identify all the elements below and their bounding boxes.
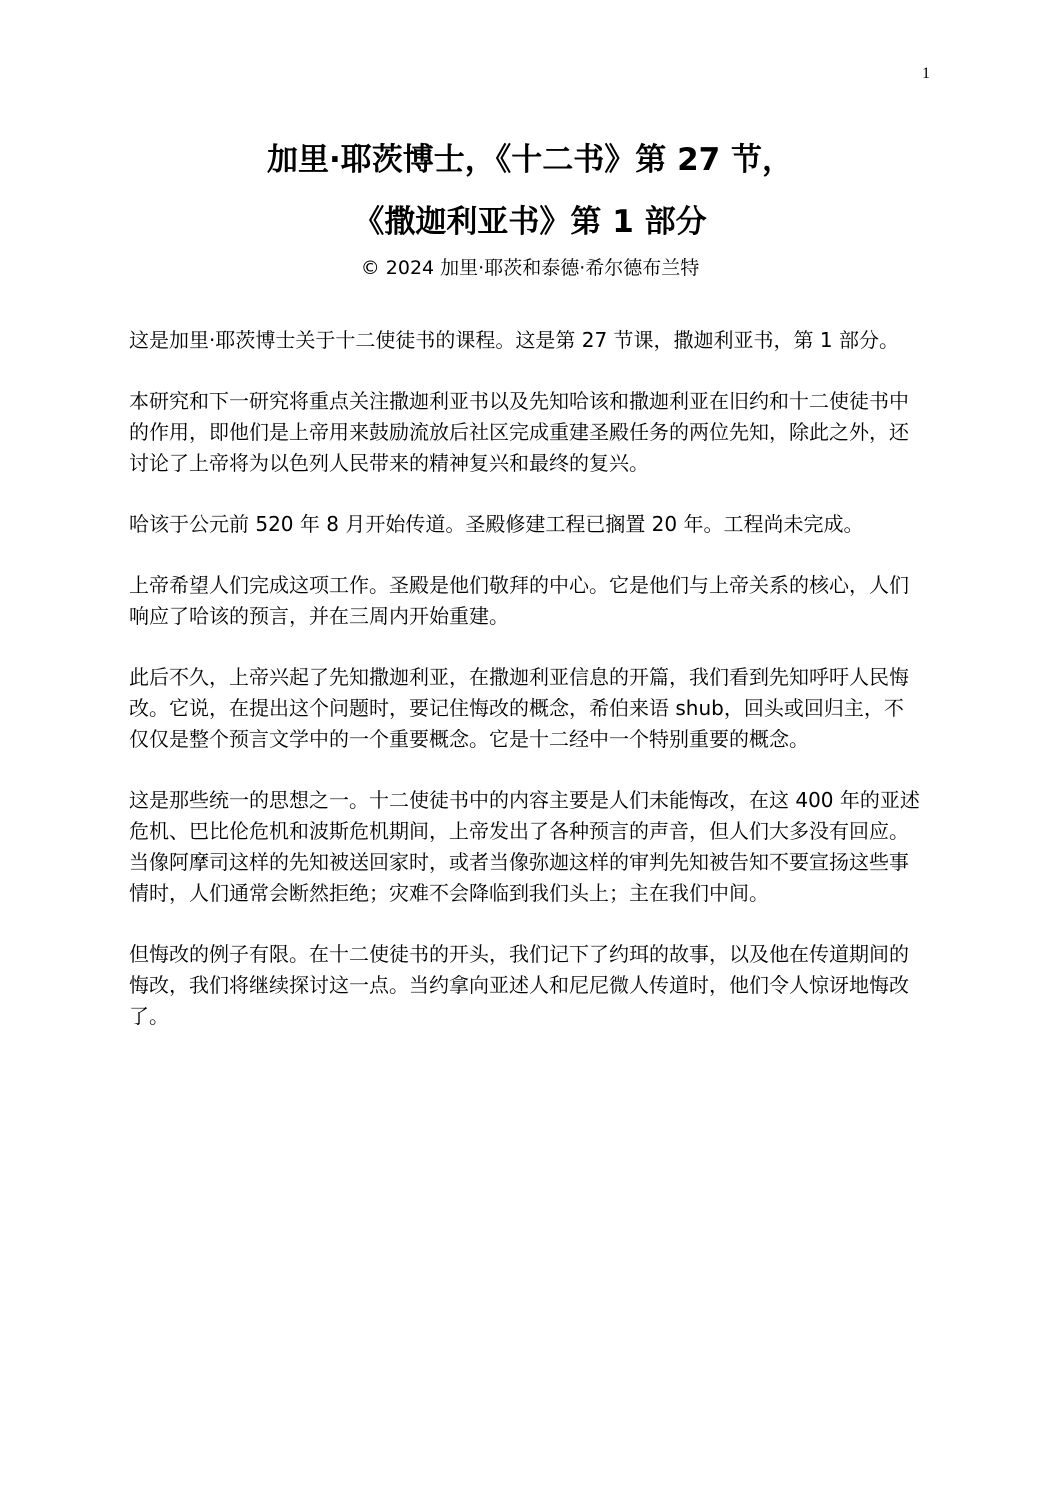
paragraph-7: 但悔改的例子有限。在十二使徒书的开头，我们记下了约珥的故事，以及他在传道期间的悔改，我们将继续探讨这一点。当约拿向亚述人和尼尼微人传道时，他们令人惊讶地悔改了。 xyxy=(129,942,909,1028)
paragraph-3: 哈该于公元前 520 年 8 月开始传道。圣殿修建工程已搁置 20 年。工程尚未完成。 xyxy=(129,512,864,536)
document-title-line-2: 《撒迦利亚书》第 1 部分 xyxy=(353,204,707,240)
copyright-notice: © 2024 加里·耶茨和泰德·希尔德布兰特 xyxy=(360,257,700,279)
paragraph-6: 这是那些统一的思想之一。十二使徒书中的内容主要是人们未能悔改，在这 400 年的亚述危机、巴比伦危机和波斯危机期间，上帝发出了各种预言的声音，但人们大多没有回应。当像阿摩司这样的先知被送回家时，或者当像弥迦这样的审判先知被告知不要宣扬这些事情时，人们通常会断然拒绝；灾难不会降临到我们头上；主在我们中间。 xyxy=(129,788,920,905)
body-text xyxy=(129,325,921,1062)
paragraph-4: 上帝希望人们完成这项工作。圣殿是他们敬拜的中心。它是他们与上帝关系的核心，人们响应了哈该的预言，并在三周内开始重建。 xyxy=(129,573,909,628)
paragraph-2: 本研究和下一研究将重点关注撒迦利亚书以及先知哈该和撒迦利亚在旧约和十二使徒书中的作用，即他们是上帝用来鼓励流放后社区完成重建圣殿任务的两位先知，除此之外，还讨论了上帝将为以色列人民带来的精神复兴和最终的复兴。 xyxy=(129,389,909,475)
paragraph-1: 这是加里·耶茨博士关于十二使徒书的课程。这是第 27 节课，撒迦利亚书，第 1 部分。 xyxy=(129,328,899,352)
document-title-line-1: 加里·耶茨博士，《十二书》第 27 节， xyxy=(267,142,793,178)
paragraph-5: 此后不久，上帝兴起了先知撒迦利亚，在撒迦利亚信息的开篇，我们看到先知呼吁人民悔改。它说，在提出这个问题时，要记住悔改的概念，希伯来语 shub，回头或回归主，不仅仅是整个预言文学中的一个重要概念。它是十二经中一个特别重要的概念。 xyxy=(129,665,909,751)
title-block xyxy=(60,138,1000,282)
page-number: 1 xyxy=(922,65,930,82)
